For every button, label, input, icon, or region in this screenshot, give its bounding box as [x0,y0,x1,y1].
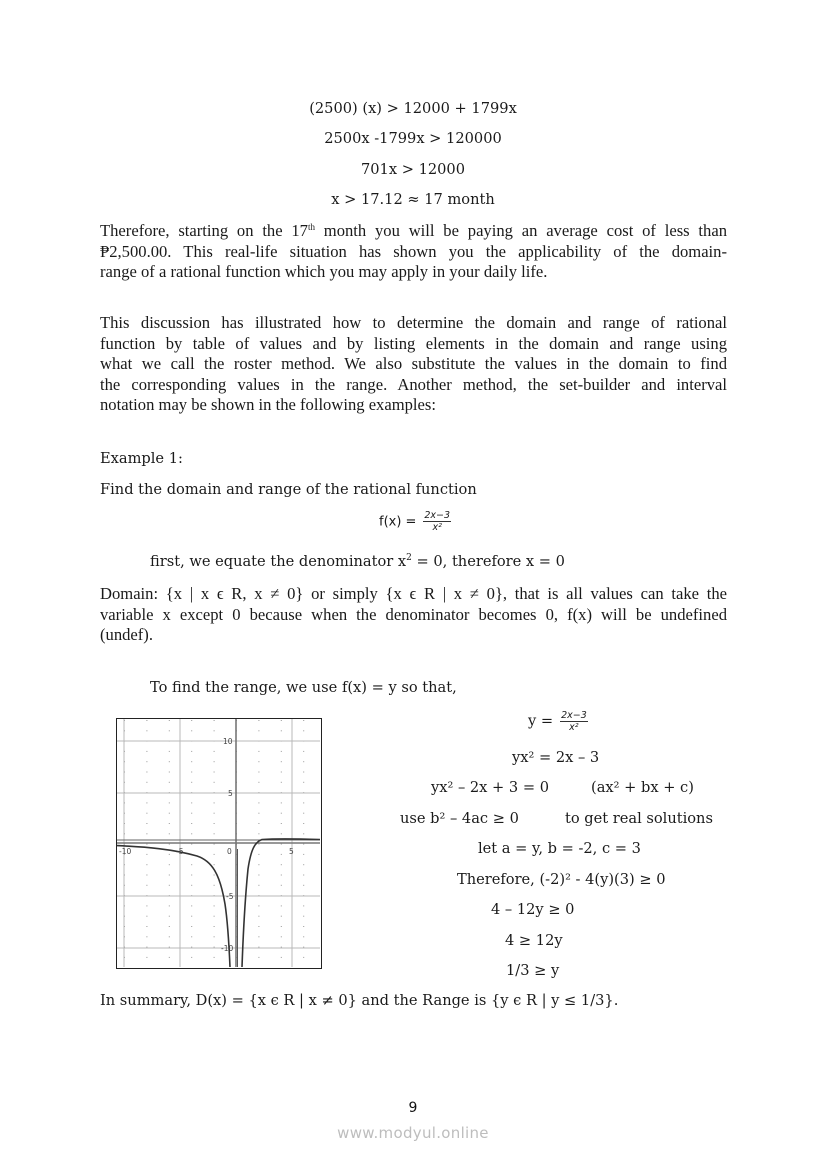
discussion-line: function by table of values and by listing elements in the domain and range using [100,333,727,353]
graph-plot [117,719,320,967]
discussion-line: what we call the roster method. We also substitute the values in the domain to find [100,354,727,374]
function-graph [116,718,322,969]
step-text: = 0, therefore x = 0 [411,553,565,570]
svg-text:5: 5 [289,847,294,856]
svg-text:-10: -10 [119,847,132,856]
domain-line: variable x except 0 because when the denominator becomes 0, f(x) will be undefined [100,604,727,624]
svg-text:5: 5 [228,789,233,798]
range-eq-4: use b² – 4ac ≥ 0 [400,810,519,827]
summary: In summary, D(x) = {x ϵ R | x ≠ 0} and the Range is {y ϵ R | y ≤ 1/3}. [100,992,619,1009]
svg-text:0: 0 [227,847,232,856]
range-eq-6: Therefore, (-2)² - 4(y)(3) ≥ 0 [457,871,666,888]
domain-paragraph [100,584,727,646]
range-eq-4-note: to get real solutions [565,810,713,827]
range-eq-2: yx² = 2x – 3 [512,749,600,766]
conclusion-line-3: range of a rational function which you may apply in your daily life. [100,262,548,282]
fraction-numerator: 2x−3 [424,510,451,521]
fraction-denominator: x² [569,722,579,733]
exponent: 2 [406,553,412,563]
range-eq-8: 4 ≥ 12y [505,932,563,949]
solution-step-4: x > 17.12 ≈ 17 month [331,191,495,208]
svg-text:-10: -10 [221,944,234,953]
range-eq-3: yx² – 2x + 3 = 0 [431,779,549,796]
svg-text:10: 10 [223,737,233,746]
range-intro: To find the range, we use f(x) = y so that, [150,679,457,696]
page-number: 9 [408,1100,418,1116]
function-fraction [423,510,451,533]
eq-lhs: y = [528,712,554,730]
range-eq-9: 1/3 ≥ y [506,962,560,979]
solution-step-1: (2500) (x) > 12000 + 1799x [309,100,517,117]
example-heading: Example 1: [100,450,183,467]
solution-step-3: 701x > 12000 [360,161,466,178]
range-fraction [560,710,588,733]
svg-text:-5: -5 [176,847,184,856]
conclusion-text: Therefore, starting on the 17 [100,221,308,240]
step-text: first, we equate the denominator x [150,553,407,570]
function-lhs: f(x) = [379,514,417,530]
svg-text:-5: -5 [226,892,234,901]
discussion-line: This discussion has illustrated how to determine the domain and range of rational [100,313,727,332]
conclusion-text: month you will be paying an average cost of less than [315,221,727,240]
discussion-paragraph [100,313,727,416]
range-eq-7: 4 – 12y ≥ 0 [491,901,575,918]
discussion-line: notation may be shown in the following examples: [100,395,436,415]
function-definition [379,510,451,544]
watermark: www.modyul.online [337,1124,489,1142]
denominator-step [150,552,565,572]
domain-line: (undef). [100,625,153,645]
conclusion-line-2: ₱2,500.00. This real-life situation has shown you the applicability of the domain- [100,241,727,261]
domain-line: Domain: {x | x ϵ R, x ≠ 0} or simply {x ϵ R | x ≠ 0}, that is all values can take the [100,584,727,603]
ordinal-superscript: th [307,222,315,232]
range-eq-3-note: (ax² + bx + c) [591,779,694,796]
conclusion-paragraph [100,221,727,283]
range-eq-1 [528,710,588,742]
conclusion-line-1 [100,221,727,242]
range-eq-5: let a = y, b = -2, c = 3 [478,840,641,857]
fraction-denominator: x² [432,522,442,533]
solution-step-2: 2500x -1799x > 120000 [324,130,502,147]
example-prompt: Find the domain and range of the rational function [100,481,477,498]
fraction-numerator: 2x−3 [561,710,587,721]
discussion-line: the corresponding values in the range. Another method, the set-builder and interval [100,374,727,394]
